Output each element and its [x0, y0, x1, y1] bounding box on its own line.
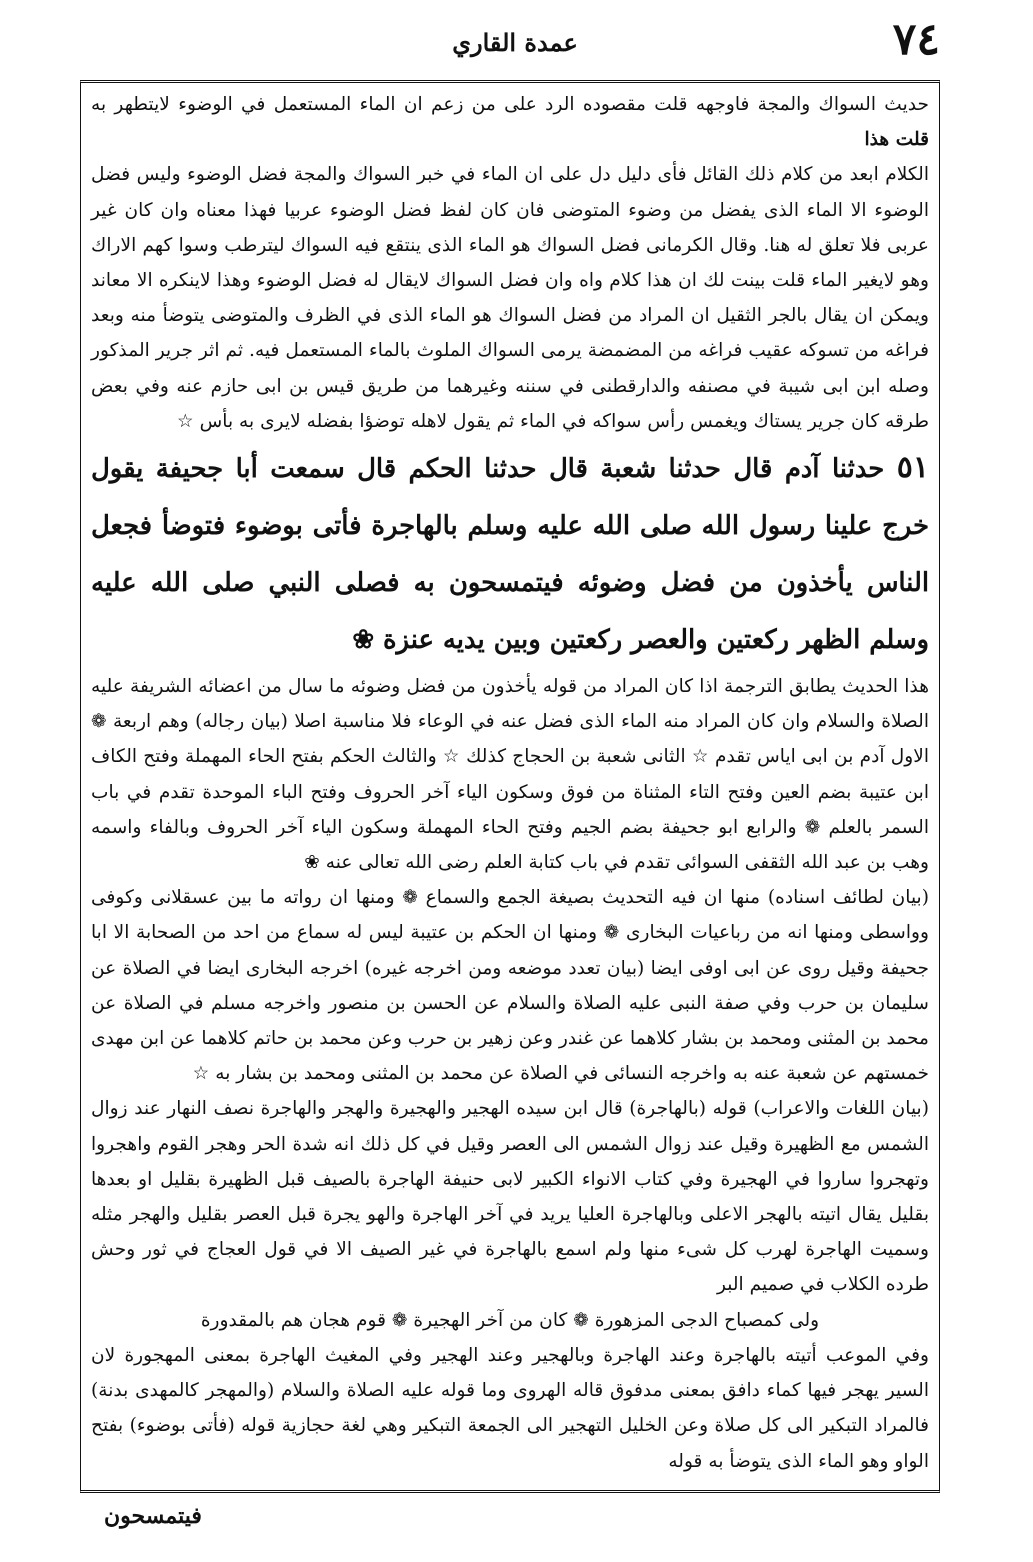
running-title: عمدة القاري	[452, 28, 578, 57]
page-header	[60, 14, 970, 70]
commentary-paragraph: هذا الحديث يطابق الترجمة اذا كان المراد من قوله يأخذون من فضل وضوئه ما سال من اعضائه الشريفة عليه الصلاة والسلام وان كان المراد منه الماء الذى فضل عنه في الوعاء فلا مناسبة اصلا (بيان رجاله) وهم اربعة ❁ الاول آدم بن ابى اياس تقدم ☆ الثانى شعبة بن الحجاج كذلك ☆ والثالث الحكم بفتح الحاء المهملة وفتح الكاف ابن عتيبة بضم العين وفتح التاء المثناة من فوق وسكون الياء آخر الحروف وفتح الباء الموحدة تقدم في باب السمر بالعلم ❁ والرابع ابو جحيفة بضم الجيم وفتح الحاء المهملة وسكون الياء آخر الحروف وبالفاء واسمه وهب بن عبد الله الثقفى السوائى تقدم في باب كتابة العلم رضى الله تعالى عنه ❀	[91, 676, 929, 874]
paragraph	[91, 87, 929, 157]
hadith-block	[91, 439, 929, 669]
commentary-paragraph: (بيان لطائف اسناده) منها ان فيه التحديث بصيغة الجمع والسماع ❁ ومنها ان رواته ما بين عسقلانى وكوفى وواسطى ومنها انه من رباعيات البخارى ❁ ومنها ان الحكم بن عتيبة ليس له سماع من احد من الصحابة الا ابا جحيفة وقيل روى عن ابى اوفى ايضا (بيان تعدد موضعه ومن اخرجه غيره) اخرجه البخارى ايضا في الصلاة عن سليمان بن حرب وفي صفة النبى عليه الصلاة والسلام عن الحسن بن منصور واخرجه مسلم في الصلاة عن محمد بن المثنى ومحمد بن بشار كلاهما عن غندر وعن زهير بن حرب وعن محمد بن حاتم كلاهما عن ابن مهدى خمستهم عن شعبة عنه به واخرجه النسائى في الصلاة عن محمد بن المثنى ومحمد بن بشار به ☆	[91, 887, 929, 1085]
hadith-text: حدثنا آدم قال حدثنا شعبة قال حدثنا الحكم قال سمعت أبا جحيفة يقول خرج علينا رسول الله صلى الله عليه وسلم بالهاجرة فأتى بوضوء فتوضأ فجعل الناس يأخذون من فضل وضوئه فيتمسحون به فصلى النبي صلى الله عليه وسلم الظهر ركعتين والعصر ركعتين وبين يديه عنزة ❀	[91, 454, 929, 656]
paragraph: الكلام ابعد من كلام ذلك القائل فأى دليل دل على ان الماء في خبر السواك والمجة فضل الوضوء وليس فضل الوضوء الا الماء الذى يفضل من وضوء المتوضى فان كان لفظ فضل الوضوء عربيا فهذا معناه وان كان غير عربى فلا تعلق له هنا. وقال الكرمانى فضل السواك هو الماء الذى ينتقع فيه السواك ليترطب وسوا كهم الاراك وهو لايغير الماء قلت بينت لك ان هذا كلام واه وان فضل السواك لايقال له فضل الوضوء وهذا لاينكره الا معاند ويمكن ان يقال بالجر الثقيل ان المراد من فضل السواك هو الماء الذى في الظرف والمتوضى يتوضأ منه وبعد فراغه من تسوكه عقيب فراغه من المضمضة يرمى السواك الملوث بالماء المستعمل فيه. ثم اثر جرير المذكور وصله ابن ابى شيبة في مصنفه والدارقطنى في سننه وغيرهما من طريق قيس بن ابى حازم عنه وفي بعض طرقه كان جرير يستاك ويغمس رأس سواكه في الماء ثم يقول لاهله توضؤا بفضله لايرى به بأس ☆	[91, 164, 929, 432]
paragraph-text: حديث السواك والمجة فاوجهه قلت مقصوده الرد على من زعم ان الماء المستعمل في الوضوء لايتطهر به	[91, 94, 929, 115]
hadith-number: ٥١	[896, 450, 930, 486]
commentary-paragraph: (بيان اللغات والاعراب) قوله (بالهاجرة) قال ابن سيده الهجير والهجيرة والهجر والهاجرة نصف النهار عند زوال الشمس مع الظهيرة وقيل عند زوال الشمس الى العصر وقيل في كل ذلك انه شدة الحر وهجر القوم واهجروا وتهجروا ساروا في الهجيرة وفي كتاب الانواء الكبير لابى حنيفة الهاجرة بالصيف قبل الظهيرة بقليل او بعدها بقليل يقال اتيته بالهجر الاعلى وبالهاجرة العليا يريد في آخر الهاجرة والهو يجرة قبل العصر بقليل والهجر مثله وسميت الهاجرة لهرب كل شىء منها ولم اسمع بالهاجرة في غير الصيف الا في قول العجاج في ثور وحش طرده الكلاب في صميم البر	[91, 1098, 929, 1296]
poem-verse: ولى كمصباح الدجى المزهورة ❁ كان من آخر الهجيرة ❁ قوم هجان هم بالمقدورة	[200, 1309, 820, 1331]
final-paragraph: وفي الموعب أتيته بالهاجرة وعند الهاجرة وبالهجير وعند الهجير وفي المغيث الهاجرة بمعنى المهجورة لان السير يهجر فيها كماء دافق بمعنى مدفوق قاله الهروى وما قوله عليه الصلاة والسلام (والمهجر كالمهدى بدنة) فالمراد التبكير الى كل صلاة وعن الخليل التهجير الى الجمعة التبكير وهي لغة حجازية قوله (فأتى بوضوء) بفتح الواو وهو الماء الذى يتوضأ به قوله	[91, 1344, 929, 1472]
catchword: فيتمسحون	[104, 1503, 202, 1529]
page-number: ٧٤	[892, 14, 940, 65]
text-frame	[80, 80, 940, 1493]
paragraph-bold-tail: قلت هذا	[864, 129, 929, 151]
